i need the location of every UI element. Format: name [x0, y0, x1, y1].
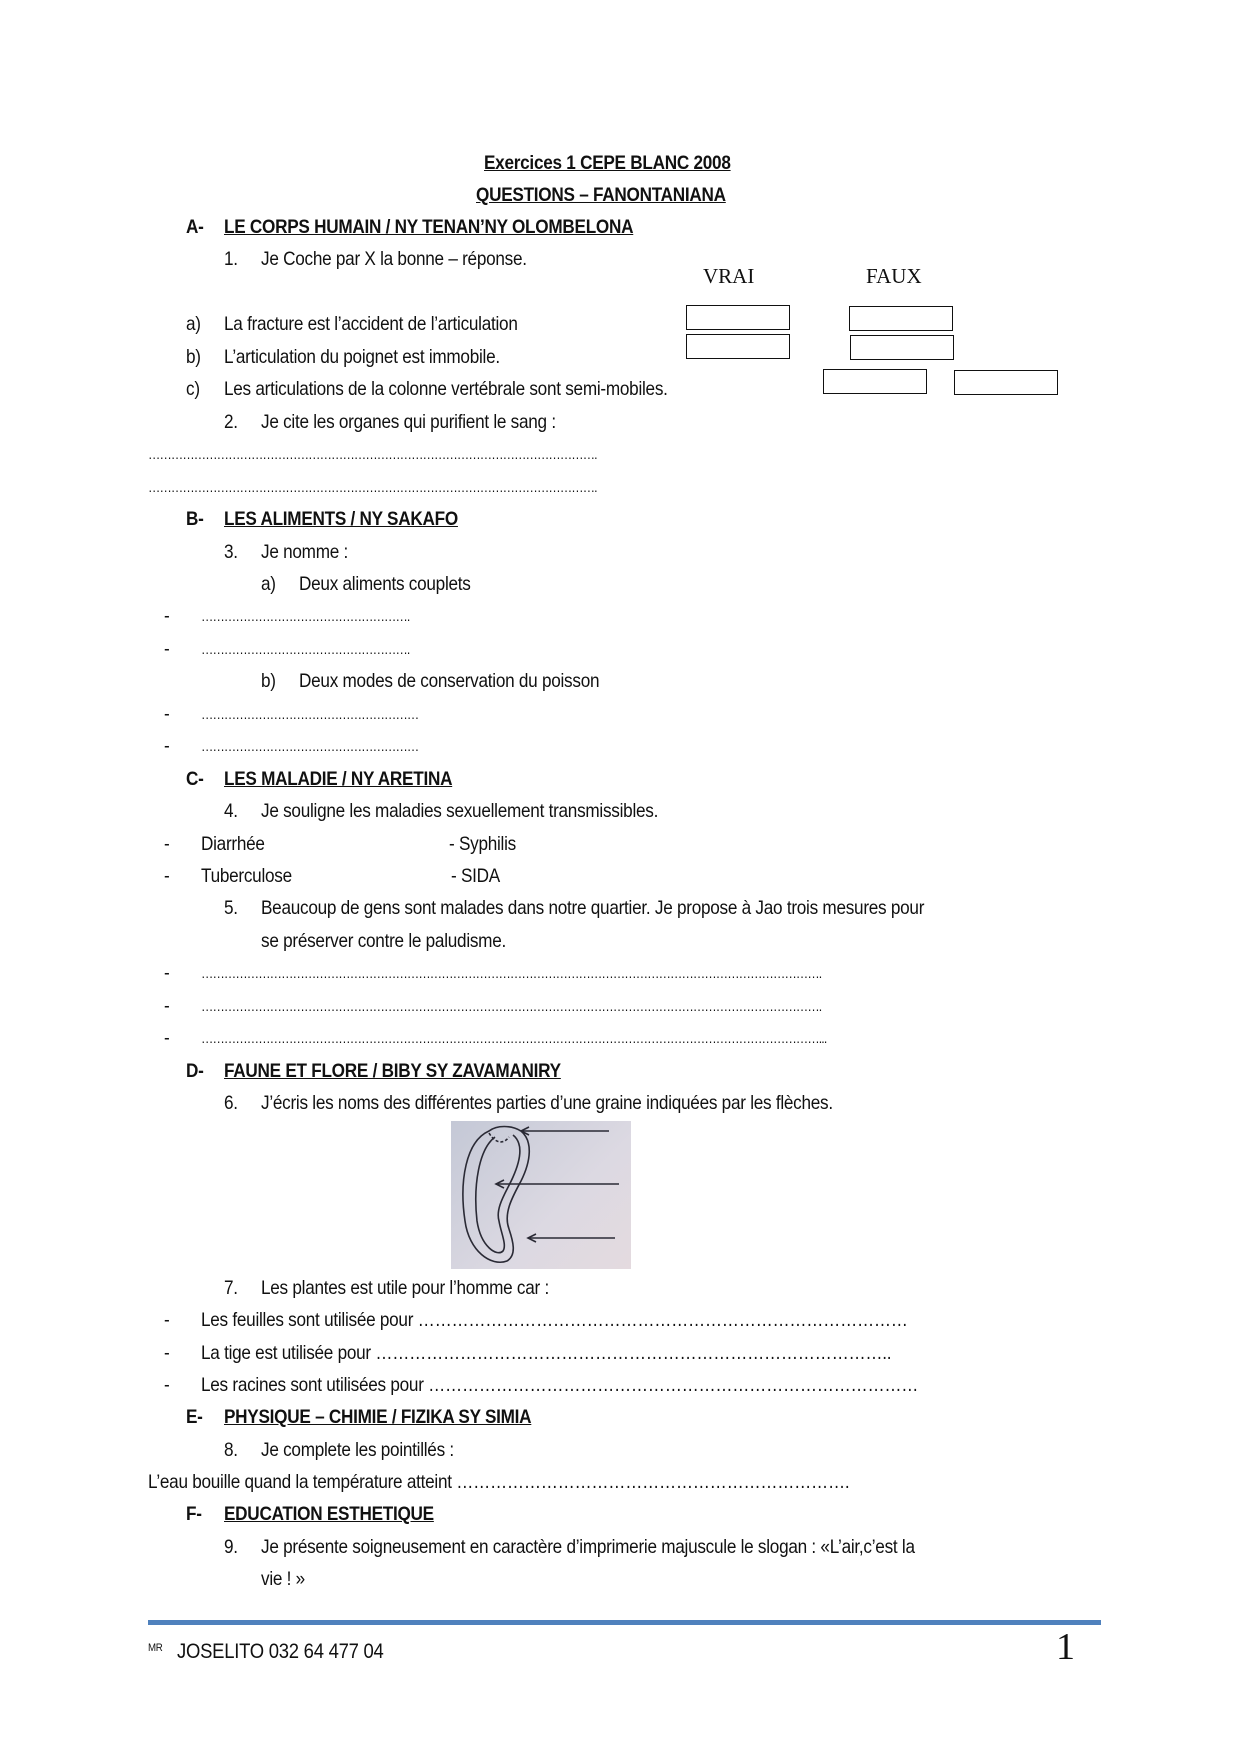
footer-rule: [148, 1620, 1101, 1625]
q1a-vrai-checkbox[interactable]: [686, 305, 790, 330]
section-d-letter: D-: [186, 1060, 204, 1082]
faux-header: FAUX: [866, 264, 922, 288]
document-title: Exercices 1 CEPE BLANC 2008: [484, 152, 731, 174]
q1b-faux-checkbox[interactable]: [850, 335, 954, 360]
q8-number: 8.: [224, 1439, 238, 1461]
footer-superscript: MR: [148, 1642, 163, 1654]
q4-text: Je souligne les maladies sexuellement transmissibles.: [261, 800, 659, 822]
q7-roots-line[interactable]: Les racines sont utilisées pour ……………………………………………………………………………: [201, 1374, 919, 1396]
q5-number: 5.: [224, 897, 238, 919]
q1a-text: La fracture est l’accident de l’articulation: [224, 313, 518, 335]
q5-answer-line-2[interactable]: ……………………………………………………………………………………………………………………………………………….: [201, 998, 822, 1014]
q2-answer-line-1[interactable]: ……………………………………………………………………………………………………….: [148, 446, 597, 462]
q5-answer-line-1[interactable]: ……………………………………………………………………………………………………………………………………………….: [201, 965, 822, 981]
q3b-answer-line-2[interactable]: …………………………………………………: [201, 738, 419, 754]
disease-tuberculose[interactable]: Tuberculose: [201, 865, 292, 887]
q1c-letter: c): [186, 378, 200, 400]
q1b-text: L’articulation du poignet est immobile.: [224, 346, 500, 368]
q1-number: 1.: [224, 248, 238, 270]
dash: -: [164, 638, 170, 660]
section-e-title: PHYSIQUE – CHIMIE / FIZIKA SY SIMIA: [224, 1406, 532, 1428]
dash: -: [164, 605, 170, 627]
q1a-faux-checkbox[interactable]: [849, 306, 953, 331]
section-d-title: FAUNE ET FLORE / BIBY SY ZAVAMANIRY: [224, 1060, 561, 1082]
dash: -: [164, 1342, 170, 1364]
disease-syphilis[interactable]: - Syphilis: [449, 833, 516, 855]
q1a-letter: a): [186, 313, 201, 335]
q6-number: 6.: [224, 1092, 238, 1114]
section-b-letter: B-: [186, 508, 204, 530]
q3a-answer-line-1[interactable]: ……………………………………………….: [201, 608, 410, 624]
section-f-title: EDUCATION ESTHETIQUE: [224, 1503, 434, 1525]
dash: -: [164, 865, 170, 887]
disease-sida[interactable]: - SIDA: [451, 865, 500, 887]
footer-author: JOSELITO 032 64 477 04: [177, 1640, 384, 1663]
document-subtitle: QUESTIONS – FANONTANIANA: [476, 184, 726, 206]
section-b-title: LES ALIMENTS / NY SAKAFO: [224, 508, 458, 530]
q3b-answer-line-1[interactable]: …………………………………………………: [201, 706, 419, 722]
section-c-letter: C-: [186, 768, 204, 790]
dash: -: [164, 833, 170, 855]
seed-diagram-image: [451, 1121, 631, 1269]
q6-text: J’écris les noms des différentes parties d’une graine indiquées par les flèches.: [261, 1092, 833, 1114]
q1c-faux-checkbox[interactable]: [954, 370, 1058, 395]
dash: -: [164, 735, 170, 757]
section-e-letter: E-: [186, 1406, 203, 1428]
q2-answer-line-2[interactable]: ……………………………………………………………………………………………………….: [148, 479, 597, 495]
q3a-letter: a): [261, 573, 276, 595]
q7-leaves-line[interactable]: Les feuilles sont utilisée pour ……………………………………………………………………………: [201, 1309, 908, 1331]
q3-text: Je nomme :: [261, 541, 349, 563]
q3-number: 3.: [224, 541, 238, 563]
q5-answer-line-3[interactable]: ………………………………………………………………………………………………………………………………………………...: [201, 1030, 827, 1046]
q5-text-line-1: Beaucoup de gens sont malades dans notre quartier. Je propose à Jao trois mesures pour: [261, 897, 925, 919]
q1b-vrai-checkbox[interactable]: [686, 334, 790, 359]
q7-text: Les plantes est utile pour l’homme car :: [261, 1277, 549, 1299]
q7-stem-line[interactable]: La tige est utilisée pour ………………………………………………………………………………..: [201, 1342, 892, 1364]
q3b-text: Deux modes de conservation du poisson: [299, 670, 600, 692]
section-c-title: LES MALADIE / NY ARETINA: [224, 768, 453, 790]
q3a-text: Deux aliments couplets: [299, 573, 471, 595]
q9-text-line-1: Je présente soigneusement en caractère d’imprimerie majuscule le slogan : «L’air,c’est la: [261, 1536, 915, 1558]
dash: -: [164, 1027, 170, 1049]
q2-text: Je cite les organes qui purifient le sang :: [261, 411, 556, 433]
q3a-answer-line-2[interactable]: ……………………………………………….: [201, 641, 410, 657]
q3b-letter: b): [261, 670, 276, 692]
dash: -: [164, 1309, 170, 1331]
q1-text: Je Coche par X la bonne – réponse.: [261, 248, 527, 270]
q5-text-line-2: se préserver contre le paludisme.: [261, 930, 506, 952]
page-number: 1: [1056, 1626, 1075, 1668]
section-f-letter: F-: [186, 1503, 202, 1525]
q9-number: 9.: [224, 1536, 238, 1558]
dash: -: [164, 962, 170, 984]
q7-number: 7.: [224, 1277, 238, 1299]
q1b-letter: b): [186, 346, 201, 368]
q1c-vrai-checkbox[interactable]: [823, 369, 927, 394]
q9-text-line-2: vie ! »: [261, 1568, 305, 1590]
q1c-text: Les articulations de la colonne vertébrale sont semi-mobiles.: [224, 378, 668, 400]
q8-fill-line[interactable]: L’eau bouille quand la température atteint …………………………………………………………….: [148, 1471, 850, 1493]
q4-number: 4.: [224, 800, 238, 822]
vrai-header: VRAI: [703, 264, 755, 288]
seed-diagram-icon: [451, 1121, 631, 1269]
disease-diarrhee[interactable]: Diarrhée: [201, 833, 265, 855]
q8-text: Je complete les pointillés :: [261, 1439, 454, 1461]
dash: -: [164, 995, 170, 1017]
dash: -: [164, 703, 170, 725]
dash: -: [164, 1374, 170, 1396]
section-a-title: LE CORPS HUMAIN / NY TENAN’NY OLOMBELONA: [224, 216, 634, 238]
q2-number: 2.: [224, 411, 238, 433]
section-a-letter: A-: [186, 216, 204, 238]
